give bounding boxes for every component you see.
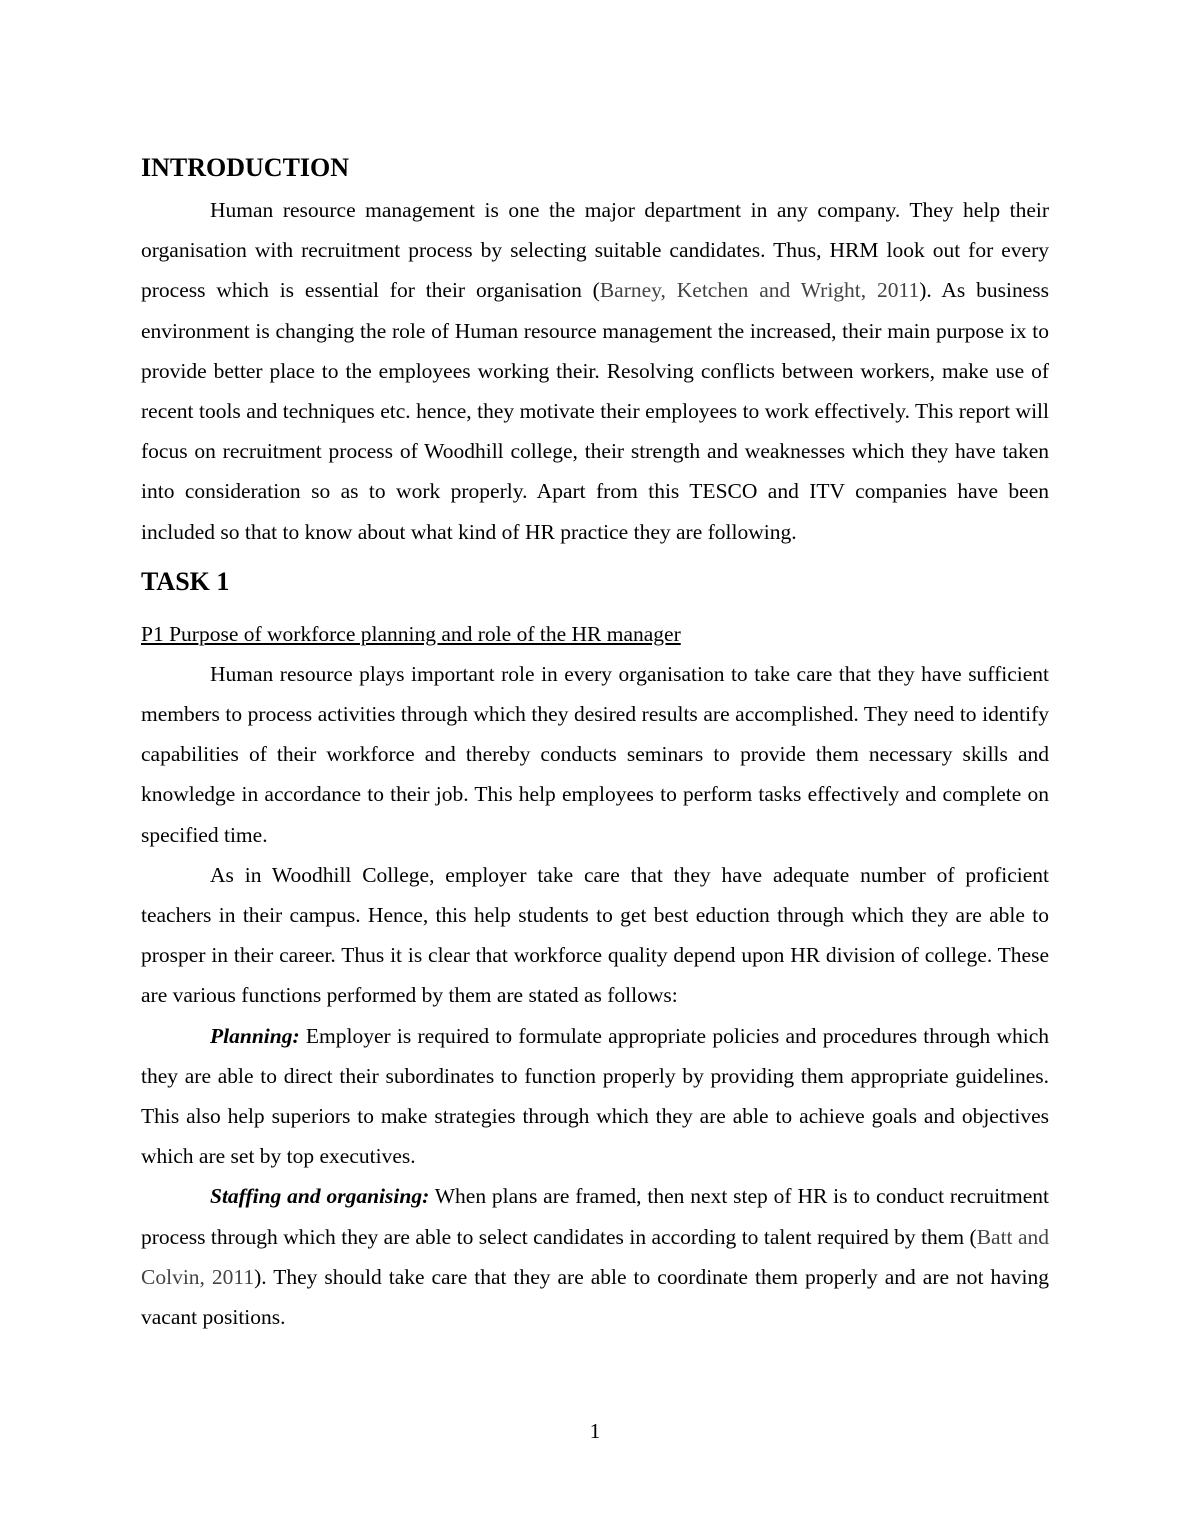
- citation-batt: Batt and Colvin, 2011: [141, 1224, 1050, 1289]
- woodhill-paragraph: As in Woodhill College, employer take care that they have adequate number of proficient teachers in their campus. Hence, this help students to get best eduction through which they are able to prosper in their career. Thus it is clear that workforce quality depend upon HR division of college. These are various functions performed by them are stated as follows:: [141, 862, 1049, 1008]
- citation-barney: Barney, Ketchen and Wright, 2011: [599, 278, 920, 303]
- hr-role-paragraph: Human resource plays important role in every organisation to take care that they have sufficient members to process activities through which they desired results are accomplished. They need to identify capabilities of their workforce and thereby conducts seminars to provide them necessary skills and knowledge in accordance to their job. This help employees to perform tasks effectively and complete on specified time.: [141, 661, 1049, 847]
- document-page: [141, 148, 1049, 1337]
- staffing-text-end: ). They should take care that they are able to coordinate them properly and are not having vacant positions.: [141, 1264, 1049, 1330]
- staffing-paragraph: [141, 1176, 1049, 1337]
- introduction-heading: INTRODUCTION: [141, 153, 350, 182]
- planning-text: Employer is required to formulate appropriate policies and procedures through which they are able to direct their subordinates to function properly by providing them appropriate guidelines. This also help superiors to make strategies through which they are able to achieve goals and objectives which are set by top executives.: [141, 1023, 1049, 1169]
- staffing-text-start: When plans are framed, then next step of HR is to conduct recruitment process through which they are able to select candidates in according to talent required by them (: [141, 1184, 1050, 1249]
- intro-text-start: Human resource management is one the major department in any company. They help their organisation with recruitment process by selecting suitable candidates. Thus, HRM look out for every process which is essential for their organisation (: [141, 198, 1049, 303]
- planning-term: Planning:: [210, 1023, 300, 1048]
- p1-subheading: P1 Purpose of workforce planning and role of the HR manager: [141, 621, 681, 646]
- introduction-paragraph: [141, 190, 1049, 552]
- staffing-term: Staffing and organising:: [210, 1184, 430, 1209]
- planning-paragraph: [141, 1016, 1049, 1177]
- task1-heading: TASK 1: [141, 566, 230, 596]
- intro-text-end: ). As business environment is changing the role of Human resource management the increased, their main purpose ix to provide better place to the employees working their. Resolving conflicts between workers, make use of recent tools and techniques etc. hence, they motivate their employees to work effectively. This report will focus on recruitment process of Woodhill college, their strength and weaknesses which they have taken into consideration so as to work properly. Apart from this TESCO and ITV companies have been included so that to know about what kind of HR practice they are following.: [141, 278, 1050, 544]
- page-number: 1: [589, 1419, 601, 1443]
